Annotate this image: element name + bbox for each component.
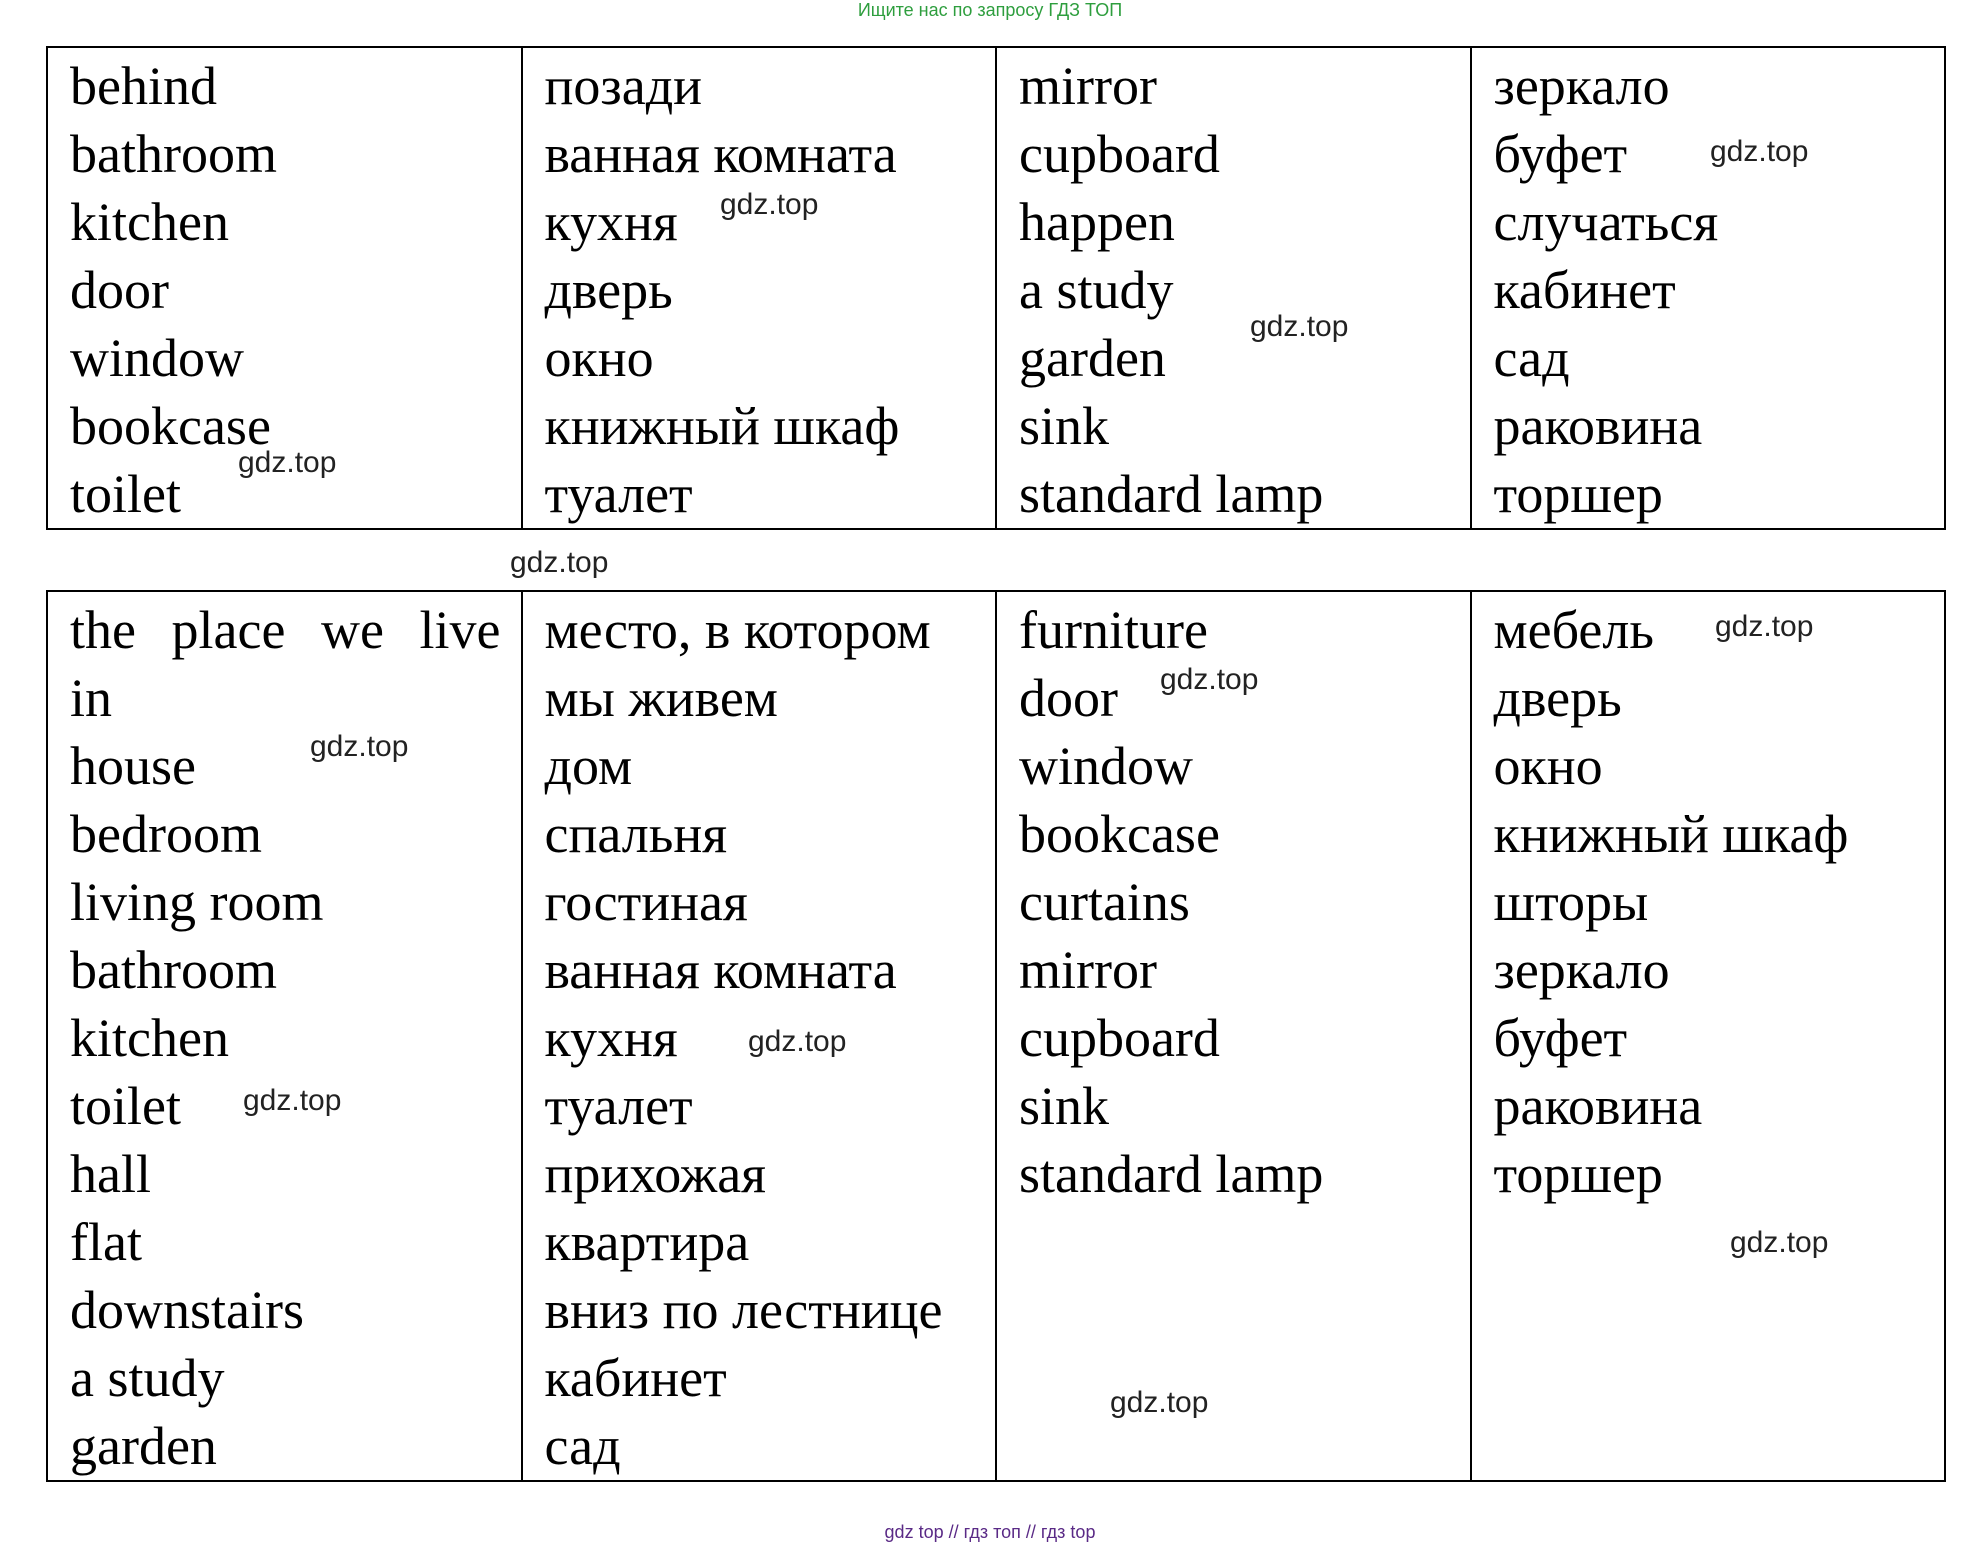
list-item: standard lamp [1019, 1144, 1324, 1204]
list-item: curtains [1019, 872, 1190, 932]
list-item: место, в котором [544, 600, 931, 660]
list-item: дверь [544, 260, 673, 320]
list-item: sink [1019, 1076, 1110, 1136]
list-item: спальня [544, 804, 728, 864]
list-item: bathroom [70, 124, 277, 184]
top-banner[interactable]: Ищите нас по запросу ГДЗ ТОП [857, 0, 1123, 20]
list-item: cupboard [1019, 1008, 1220, 1068]
list-item: standard lamp [1019, 464, 1324, 524]
list-item: буфет [1493, 1008, 1628, 1068]
list-item: раковина [1493, 396, 1703, 456]
list-item: туалет [544, 464, 693, 524]
list-item: bookcase [70, 396, 271, 456]
list-item: сад [1493, 328, 1570, 388]
list-item: кабинет [544, 1348, 727, 1408]
list-item: дом [544, 736, 633, 796]
list-item: sink [1019, 396, 1110, 456]
list-item: гостиная [544, 872, 748, 932]
list-item: вниз по лестнице [544, 1280, 943, 1340]
list-item: ванная комната [544, 940, 897, 1000]
list-item: кухня [544, 1008, 678, 1068]
list-item: flat [70, 1212, 142, 1272]
list-item: garden [1019, 328, 1166, 388]
watermark: gdz.top [510, 546, 609, 579]
list-item: зеркало [1493, 56, 1670, 116]
table2-col-russian-2 [1471, 591, 1946, 1481]
list-item: буфет [1493, 124, 1628, 184]
list-item: bathroom [70, 940, 277, 1000]
list-item: in [70, 668, 113, 728]
list-item: kitchen [70, 1008, 229, 1068]
table-row [47, 591, 1945, 1481]
list-item: door [1019, 668, 1118, 728]
watermark: gdz.top [1715, 610, 1814, 643]
list-item: туалет [544, 1076, 693, 1136]
list-item: bedroom [70, 804, 262, 864]
list-item: bookcase [1019, 804, 1220, 864]
footer-links[interactable]: gdz top // гдз топ // гдз top [884, 1522, 1096, 1542]
watermark: gdz.top [1730, 1226, 1829, 1259]
list-item: мы живем [544, 668, 778, 728]
list-item: прихожая [544, 1144, 767, 1204]
list-item: шторы [1493, 872, 1649, 932]
table2-col-english-2 [996, 591, 1471, 1481]
list-item: a study [1019, 260, 1174, 320]
list-item: mirror [1019, 940, 1157, 1000]
list-item: позади [544, 56, 703, 116]
list-item: книжный шкаф [544, 396, 900, 456]
list-item: living room [70, 872, 324, 932]
list-item: window [70, 328, 244, 388]
list-item: торшер [1493, 464, 1663, 524]
list-item: кабинет [1493, 260, 1676, 320]
table1-col-english-2 [996, 47, 1471, 529]
list-item: a study [70, 1348, 225, 1408]
list-item: сад [544, 1416, 621, 1476]
list-item: кухня [544, 192, 678, 252]
list-item: окно [1493, 736, 1603, 796]
list-item: door [70, 260, 169, 320]
watermark: gdz.top [1110, 1386, 1209, 1419]
watermark: gdz.top [1250, 310, 1349, 343]
list-item: behind [70, 56, 217, 116]
list-item: квартира [544, 1212, 750, 1272]
list-item: the place we live [70, 600, 501, 660]
list-item: garden [70, 1416, 217, 1476]
list-item: window [1019, 736, 1193, 796]
list-item: hall [70, 1144, 151, 1204]
list-item: книжный шкаф [1493, 804, 1849, 864]
table2-col-english-1 [47, 591, 522, 1481]
vocab-table-2 [46, 590, 1946, 1482]
watermark: gdz.top [243, 1084, 342, 1117]
watermark: gdz.top [1710, 135, 1809, 168]
list-item: cupboard [1019, 124, 1220, 184]
list-item: дверь [1493, 668, 1622, 728]
watermark: gdz.top [310, 730, 409, 763]
watermark: gdz.top [720, 188, 819, 221]
watermark: gdz.top [1160, 663, 1259, 696]
list-item: торшер [1493, 1144, 1663, 1204]
list-item: toilet [70, 464, 181, 524]
list-item: случаться [1493, 192, 1719, 252]
list-item: toilet [70, 1076, 181, 1136]
watermark: gdz.top [238, 446, 337, 479]
list-item: house [70, 736, 196, 796]
list-item: ванная комната [544, 124, 897, 184]
list-item: downstairs [70, 1280, 304, 1340]
list-item: happen [1019, 192, 1175, 252]
watermark: gdz.top [748, 1025, 847, 1058]
table1-col-russian-1 [522, 47, 997, 529]
list-item: окно [544, 328, 654, 388]
list-item: furniture [1019, 600, 1208, 660]
table1-col-russian-2 [1471, 47, 1946, 529]
list-item: мебель [1493, 600, 1654, 660]
list-item: mirror [1019, 56, 1157, 116]
list-item: kitchen [70, 192, 229, 252]
list-item: зеркало [1493, 940, 1670, 1000]
list-item: раковина [1493, 1076, 1703, 1136]
